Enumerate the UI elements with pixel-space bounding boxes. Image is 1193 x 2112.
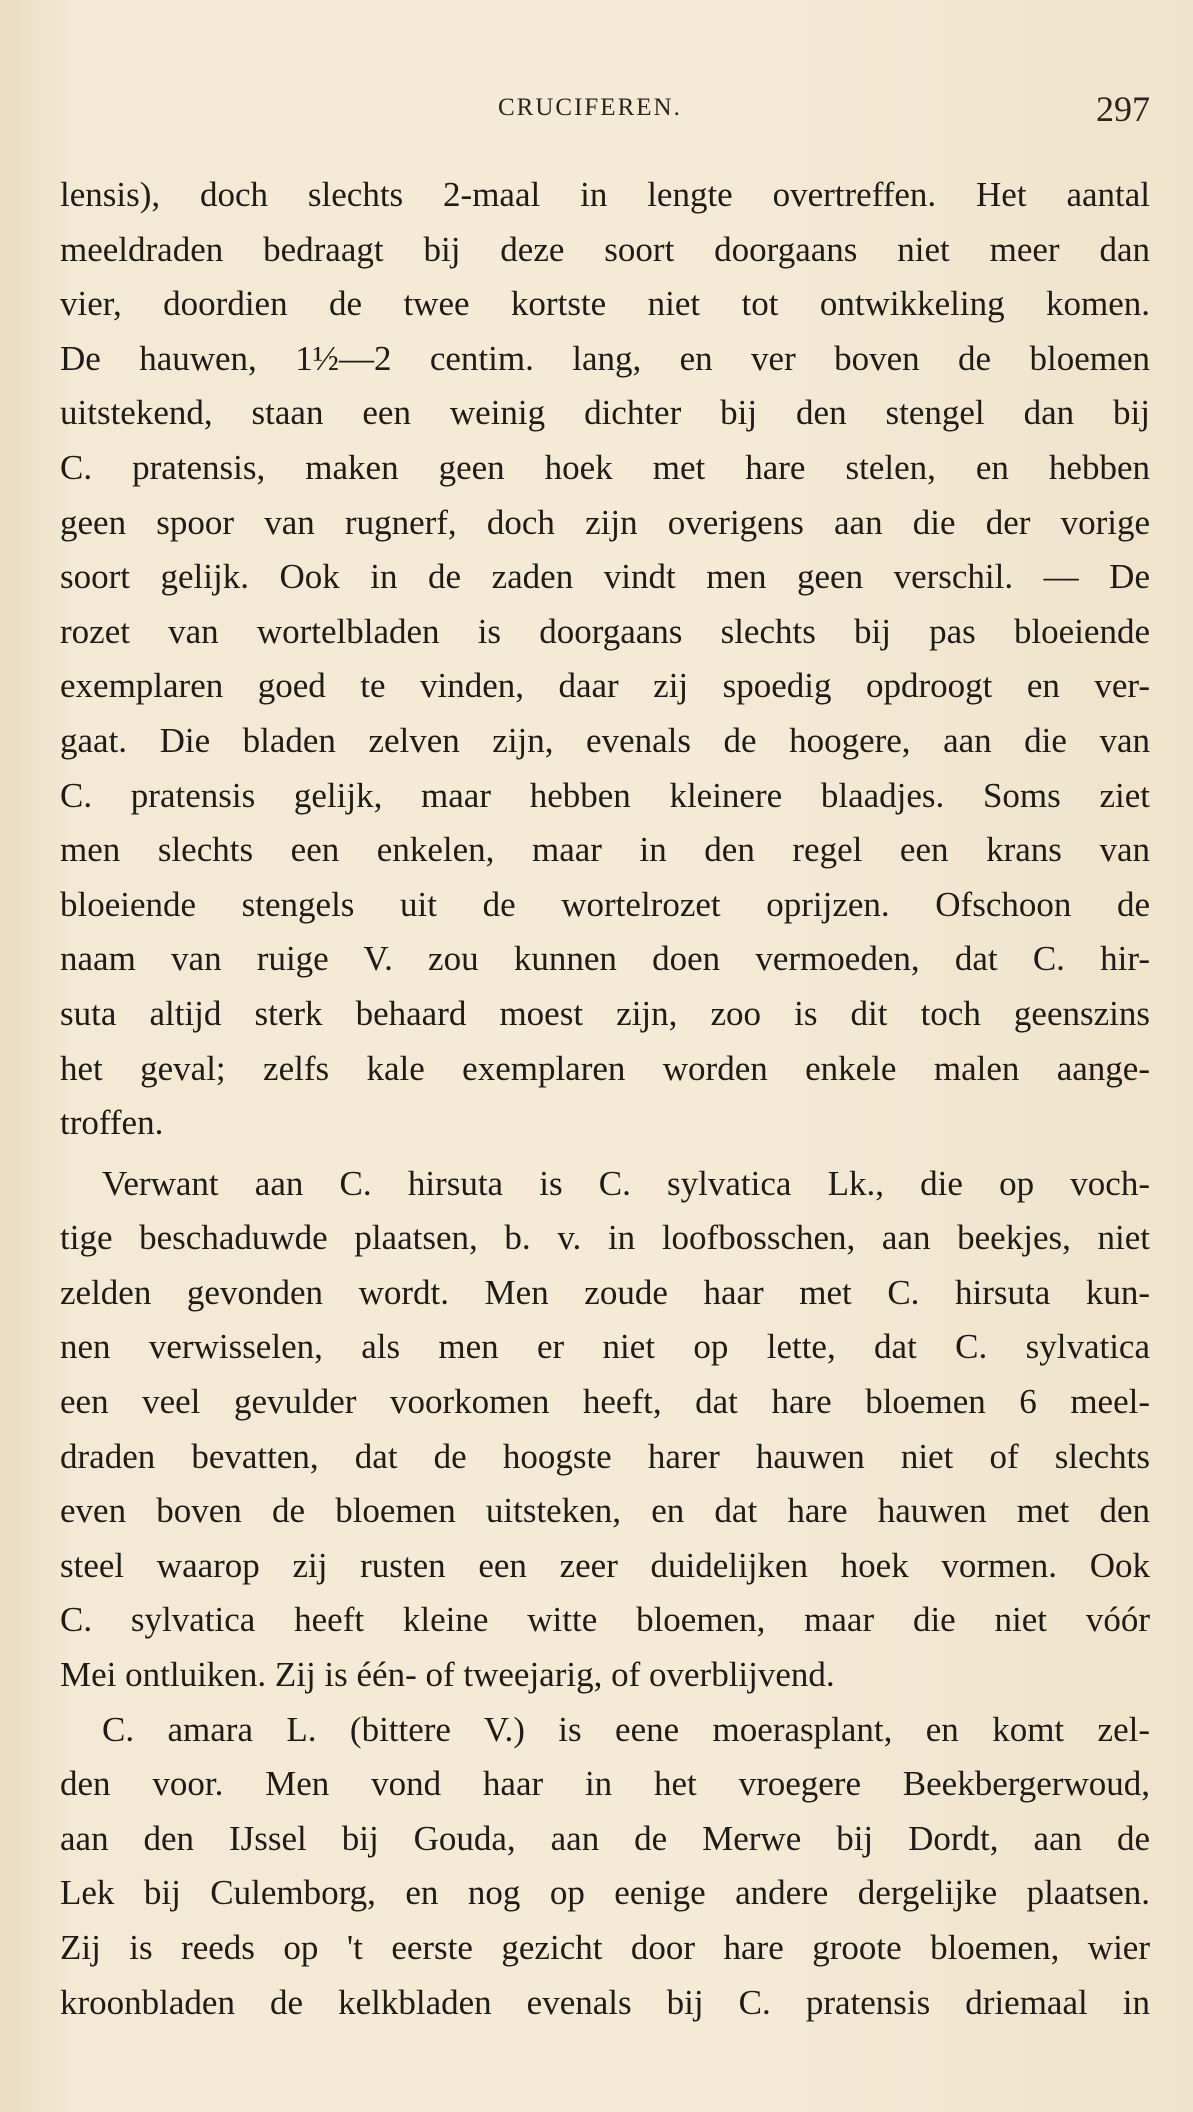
text-line: meeldraden bedraagt bij deze soort doorgaans niet meer dan bbox=[60, 229, 1150, 269]
text-line: C. pratensis, maken geen hoek met hare stelen, en hebben bbox=[60, 447, 1150, 487]
text-line: een veel gevulder voorkomen heeft, dat hare bloemen 6 meel- bbox=[60, 1382, 1150, 1422]
text-line: suta altijd sterk behaard moest zijn, zoo is dit toch geenszins bbox=[60, 993, 1150, 1033]
text-line: even boven de bloemen uitsteken, en dat hare hauwen met den bbox=[60, 1491, 1150, 1531]
text-line: gaat. Die bladen zelven zijn, evenals de hoogere, aan die van bbox=[60, 720, 1150, 760]
text-line: tige beschaduwde plaatsen, b. v. in loofbosschen, aan beekjes, niet bbox=[60, 1218, 1150, 1258]
text-line: Lek bij Culemborg, en nog op eenige andere dergelijke plaatsen. bbox=[60, 1873, 1150, 1913]
text-line: aan den IJssel bij Gouda, aan de Merwe bij Dordt, aan de bbox=[60, 1818, 1150, 1858]
text-line: bloeiende stengels uit de wortelrozet oprijzen. Ofschoon de bbox=[60, 884, 1150, 924]
text-line: troffen. bbox=[60, 1103, 164, 1143]
text-line: steel waarop zij rusten een zeer duidelijken hoek vormen. Ook bbox=[60, 1545, 1150, 1585]
text-line: men slechts een enkelen, maar in den regel een krans van bbox=[60, 830, 1150, 870]
text-line: draden bevatten, dat de hoogste harer hauwen niet of slechts bbox=[60, 1436, 1150, 1476]
text-line: uitstekend, staan een weinig dichter bij den stengel dan bij bbox=[60, 393, 1150, 433]
body-text bbox=[60, 168, 1150, 2030]
text-line: Zij is reeds op 't eerste gezicht door hare groote bloemen, wier bbox=[60, 1928, 1150, 1967]
text-line: De hauwen, 1½—2 centim. lang, en ver boven de bloemen bbox=[60, 338, 1150, 378]
text-line: zelden gevonden wordt. Men zoude haar met C. hirsuta kun- bbox=[60, 1272, 1150, 1312]
text-line: exemplaren goed te vinden, daar zij spoedig opdroogt en ver- bbox=[60, 666, 1150, 706]
text-line: lensis), doch slechts 2-maal in lengte overtreffen. Het aantal bbox=[60, 175, 1150, 214]
text-line: kroonbladen de kelkbladen evenals bij C. pratensis driemaal in bbox=[60, 1982, 1150, 2022]
text-line: nen verwisselen, als men er niet op lette, dat C. sylvatica bbox=[60, 1327, 1150, 1367]
text-line: geen spoor van rugnerf, doch zijn overigens aan die der vorige bbox=[60, 502, 1150, 542]
text-line: vier, doordien de twee kortste niet tot ontwikkeling komen. bbox=[60, 284, 1150, 324]
text-line: den voor. Men vond haar in het vroegere Beekbergerwoud, bbox=[60, 1764, 1150, 1804]
text-line: naam van ruige V. zou kunnen doen vermoeden, dat C. hir- bbox=[60, 939, 1150, 979]
text-line: het geval; zelfs kale exemplaren worden enkele malen aange- bbox=[60, 1048, 1150, 1088]
page-number: 297 bbox=[1096, 89, 1150, 129]
text-line: Verwant aan C. hirsuta is C. sylvatica Lk., die op voch- bbox=[102, 1163, 1150, 1203]
page-header bbox=[60, 88, 1150, 134]
text-line: C. pratensis gelijk, maar hebben kleinere blaadjes. Soms ziet bbox=[60, 775, 1150, 815]
text-line: rozet van wortelbladen is doorgaans slechts bij pas bloeiende bbox=[60, 611, 1150, 651]
text-line: C. sylvatica heeft kleine witte bloemen, maar die niet vóór bbox=[60, 1600, 1150, 1640]
text-line: C. amara L. (bittere V.) is eene moerasplant, en komt zel- bbox=[102, 1709, 1150, 1749]
text-line: Mei ontluiken. Zij is één- of tweejarig, of overblijvend. bbox=[60, 1655, 835, 1695]
text-line: soort gelijk. Ook in de zaden vindt men geen verschil. — De bbox=[60, 557, 1150, 597]
running-head: CRUCIFEREN. bbox=[498, 94, 682, 121]
